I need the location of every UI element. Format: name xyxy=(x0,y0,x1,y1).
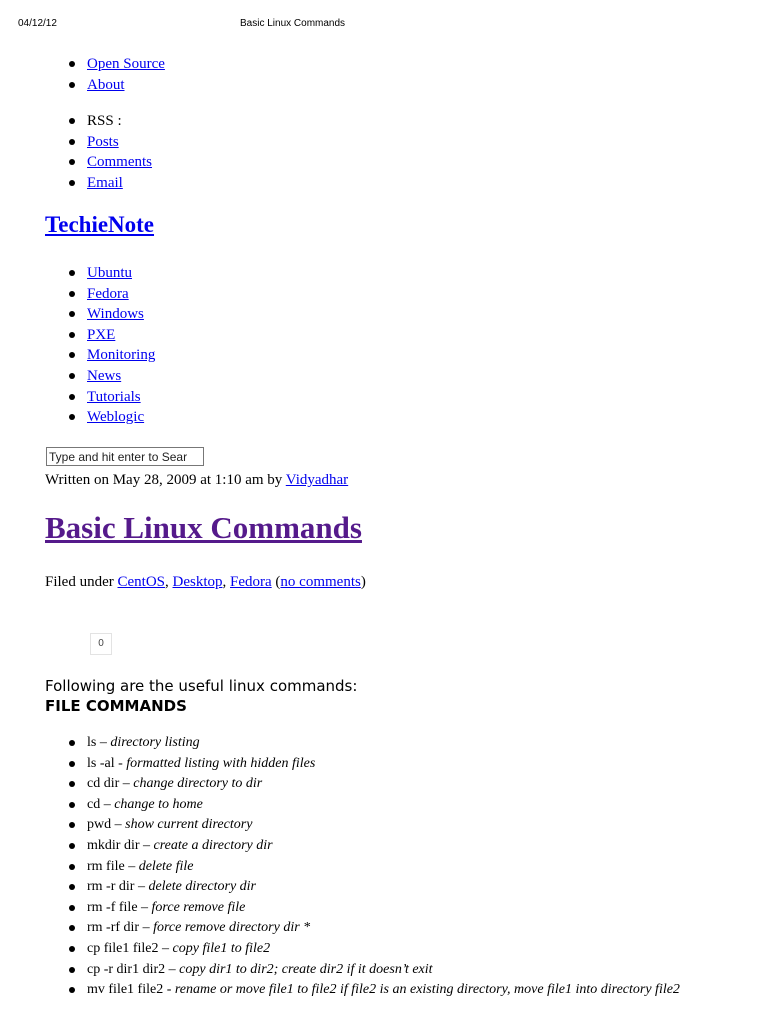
byline-text: Written on May 28, 2009 at 1:10 am by xyxy=(45,472,286,488)
command-description: directory listing xyxy=(110,735,200,750)
command-separator: – xyxy=(137,899,152,915)
command-separator: – xyxy=(134,879,149,895)
command-name: rm file xyxy=(87,858,125,874)
rss-label: RSS : xyxy=(87,111,152,132)
command-description: show current directory xyxy=(125,817,253,833)
command-name: rm -r dir xyxy=(87,879,135,895)
author-link[interactable]: Vidyadhar xyxy=(285,472,349,488)
command-separator: – xyxy=(165,961,180,977)
search-input[interactable] xyxy=(46,447,204,466)
command-item xyxy=(87,836,687,857)
nav-link-open-source[interactable]: Open Source xyxy=(87,56,165,72)
command-item xyxy=(87,857,687,878)
command-name: cd dir xyxy=(87,776,120,792)
post-title-link[interactable]: Basic Linux Commands xyxy=(45,510,362,545)
command-list xyxy=(87,733,687,1000)
command-description: formatted listing with hidden files xyxy=(126,755,316,771)
command-name: mv file1 file2 xyxy=(87,982,164,998)
filed-label: Filed under xyxy=(45,574,118,590)
feed-item-comments xyxy=(87,152,152,173)
command-name: cp -r dir1 dir2 xyxy=(87,961,166,977)
nav-item-open-source xyxy=(87,54,165,75)
command-name: ls -al xyxy=(87,755,115,771)
command-description: delete file xyxy=(138,858,194,874)
category-link-weblogic[interactable]: Weblogic xyxy=(87,409,145,426)
category-link-pxe[interactable]: PXE xyxy=(87,326,116,343)
command-item xyxy=(87,754,687,775)
category-item xyxy=(87,304,155,325)
feed-link-comments[interactable]: Comments xyxy=(87,154,153,171)
comments-link[interactable]: no comments xyxy=(280,574,361,590)
command-name: ls xyxy=(87,735,97,750)
feed-link-email[interactable]: Email xyxy=(87,174,123,191)
category-link-ubuntu[interactable]: Ubuntu xyxy=(87,265,132,281)
print-header xyxy=(0,18,768,32)
command-description: delete directory dir xyxy=(148,879,256,895)
feed-item-email xyxy=(87,173,152,194)
category-nav xyxy=(87,263,155,428)
command-separator: – xyxy=(100,796,115,812)
post-title xyxy=(45,510,362,546)
section-heading: FILE COMMANDS xyxy=(45,697,187,715)
category-item xyxy=(87,284,155,305)
command-item xyxy=(87,877,687,898)
command-item xyxy=(87,815,687,836)
category-item xyxy=(87,407,155,428)
category-link-news[interactable]: News xyxy=(87,367,122,384)
site-title xyxy=(45,212,154,238)
category-item xyxy=(87,387,155,408)
command-name: pwd xyxy=(87,817,112,833)
command-item xyxy=(87,733,687,754)
command-item xyxy=(87,774,687,795)
filed-under: Filed under CentOS, Desktop, Fedora (no comments) xyxy=(45,574,366,590)
command-separator: – xyxy=(96,735,111,750)
command-separator: – xyxy=(111,817,126,833)
print-title: Basic Linux Commands xyxy=(240,18,346,29)
byline xyxy=(45,472,348,489)
filed-link-fedora[interactable]: Fedora xyxy=(230,574,272,590)
share-count-button[interactable]: 0 xyxy=(90,633,112,655)
command-separator: - xyxy=(163,982,175,998)
command-item xyxy=(87,960,687,981)
command-name: cp file1 file2 xyxy=(87,940,159,956)
category-item xyxy=(87,325,155,346)
command-description: force remove file xyxy=(151,899,246,915)
command-name: mkdir dir xyxy=(87,837,140,853)
command-name: cd xyxy=(87,796,101,812)
command-separator: – xyxy=(119,776,134,792)
command-name: rm -f file xyxy=(87,899,138,915)
feed-links xyxy=(87,111,152,193)
nav-item-about xyxy=(87,75,165,96)
print-date: 04/12/12 xyxy=(18,18,57,29)
command-description: copy file1 to file2 xyxy=(172,940,271,956)
site-title-link[interactable]: TechieNote xyxy=(45,212,155,237)
feed-item-posts xyxy=(87,132,152,153)
category-item xyxy=(87,263,155,284)
command-name: rm -rf dir xyxy=(87,920,140,936)
command-description: change directory to dir xyxy=(133,776,263,792)
command-item xyxy=(87,980,687,1000)
command-item xyxy=(87,898,687,919)
command-separator: – xyxy=(139,920,154,936)
command-item xyxy=(87,795,687,816)
command-description: change to home xyxy=(114,796,203,812)
command-separator: – xyxy=(139,837,154,853)
category-link-tutorials[interactable]: Tutorials xyxy=(87,388,141,405)
command-separator: – xyxy=(158,940,173,956)
category-item xyxy=(87,366,155,387)
command-separator: - xyxy=(114,755,127,771)
category-link-fedora[interactable]: Fedora xyxy=(87,285,129,302)
category-link-monitoring[interactable]: Monitoring xyxy=(87,347,156,364)
category-item xyxy=(87,345,155,366)
command-description: create a directory dir xyxy=(153,837,273,853)
command-item xyxy=(87,918,687,939)
top-nav xyxy=(87,54,165,95)
intro-text: Following are the useful linux commands: xyxy=(45,677,358,695)
command-description: copy dir1 to dir2; create dir2 if it doesn’t exit xyxy=(179,961,433,977)
nav-link-about[interactable]: About xyxy=(87,76,125,93)
feed-link-posts[interactable]: Posts xyxy=(87,133,119,150)
filed-link-desktop[interactable]: Desktop xyxy=(172,574,223,590)
command-description: force remove directory dir * xyxy=(153,920,311,936)
command-separator: – xyxy=(124,858,139,874)
category-link-windows[interactable]: Windows xyxy=(87,306,144,323)
command-description: rename or move file1 to file2 if file2 is an existing directory, move file1 into directory file2 xyxy=(174,982,680,998)
filed-link-centos[interactable]: CentOS xyxy=(117,574,166,590)
command-item xyxy=(87,939,687,960)
